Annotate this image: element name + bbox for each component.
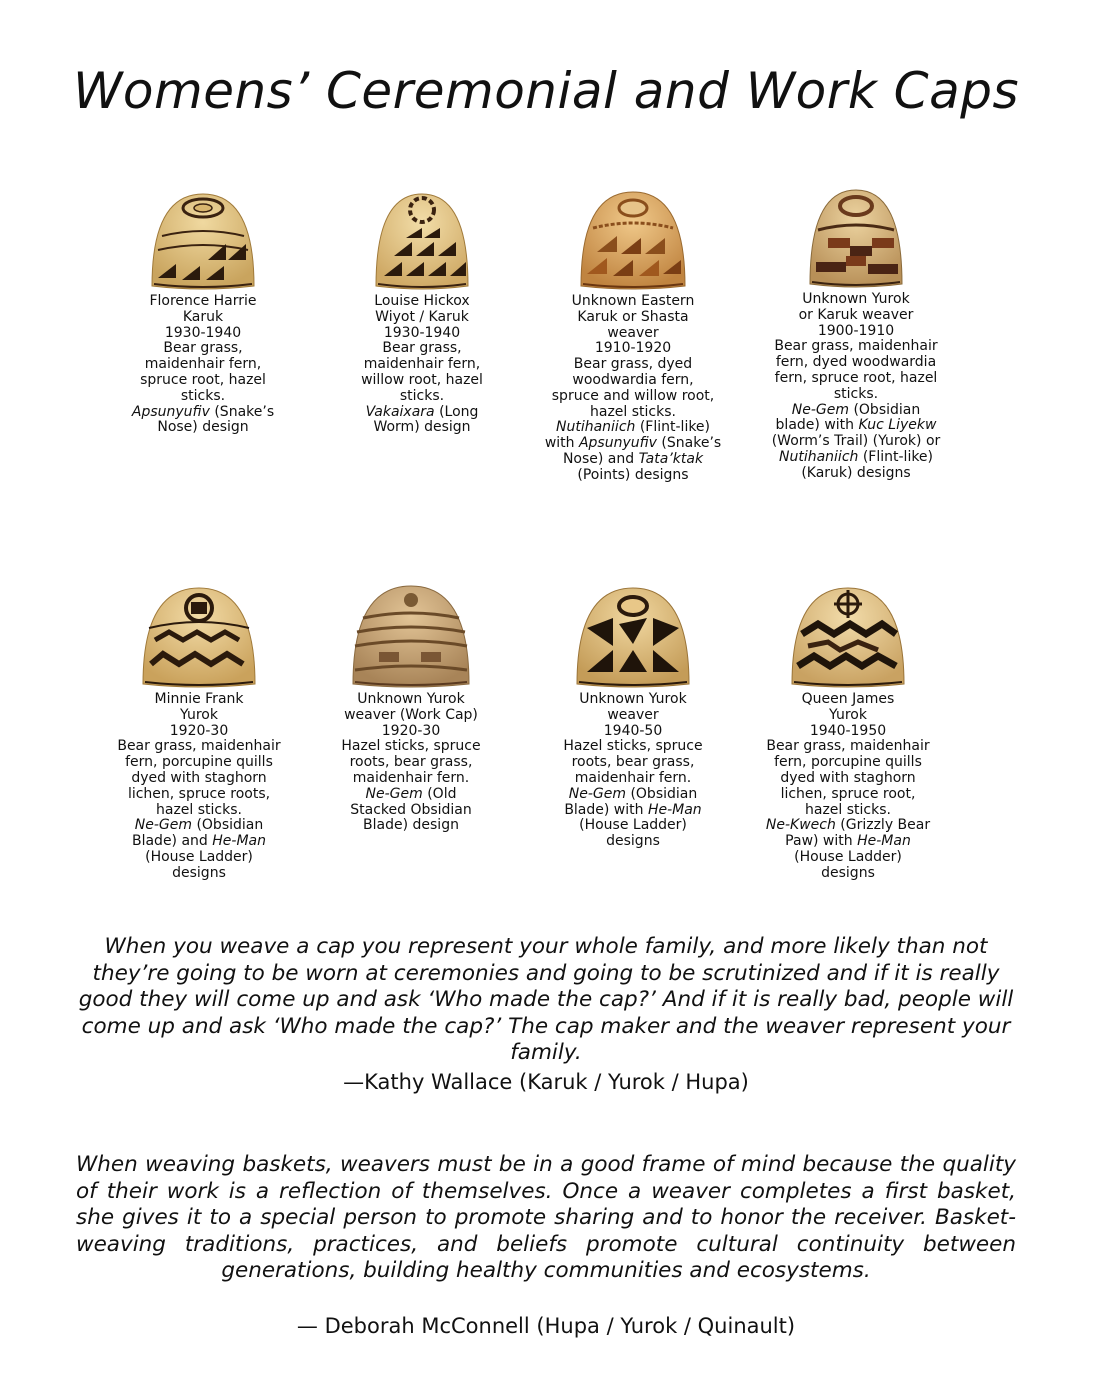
caption-line: dyed with staghorn <box>131 769 267 786</box>
page-title: Womens’ Ceremonial and Work Caps <box>72 62 1020 120</box>
caption-line: Blade) with He-Man <box>564 801 702 818</box>
caption-line: Unknown Yurok <box>802 291 910 307</box>
caption-line: Bear grass, maidenhair <box>774 338 938 355</box>
quote-deborah-mcconnell: When weaving baskets, weavers must be in a good frame of mind because the quality of their work is a reflection of themselves. Once a weaver completes a first basket, she gives it to a special person to promote sharing and to honor the receiver. Basket-weaving traditions, practices, and beliefs promote cultural continuity between generations, building healthy communities and ecosystems. <box>76 1152 1016 1283</box>
caption-line: fern, porcupine quills <box>125 754 273 771</box>
caption-line: roots, bear grass, <box>571 754 695 771</box>
caption-line: Unknown Eastern <box>571 293 695 309</box>
basket-cap-image <box>139 584 259 690</box>
cap-caption <box>753 692 943 882</box>
caption-line: spruce and willow root, <box>551 387 715 404</box>
caption-line: hazel sticks. <box>156 801 242 818</box>
caption-line: Louise Hickox <box>374 293 470 309</box>
caption-line: Unknown Yurok <box>357 691 465 707</box>
caption-line: Karuk <box>182 308 224 325</box>
caption-line: designs <box>606 833 660 850</box>
cap-item-4 <box>761 186 951 482</box>
caption-line: Unknown Yurok <box>579 691 687 707</box>
caption-line: (Worm’s Trail) (Yurok) or <box>771 433 941 450</box>
caption-line: weaver <box>607 706 659 723</box>
caption-line: Paw) with He-Man <box>785 833 911 850</box>
caption-line: hazel sticks. <box>805 801 891 818</box>
caption-line: Nose) and Tata’ktak <box>562 450 704 467</box>
caption-line: Hazel sticks, spruce <box>563 738 703 755</box>
caption-line: 1940-50 <box>603 722 663 739</box>
cap-item-5 <box>104 584 294 882</box>
caption-line: 1920-30 <box>169 722 229 739</box>
basket-cap-image <box>788 584 908 690</box>
caption-line: (Karuk) designs <box>801 464 911 481</box>
quote-kathy-wallace: When you weave a cap you represent your whole family, and more likely than not they’re going to be worn at ceremonies and going to be scrutinized and if it is really good they will come up and ask ‘Who made the cap?’ And if it is really bad, people will come up and ask ‘Who made the cap?’ The cap maker and the weaver represent your family. <box>78 934 1014 1065</box>
caption-line: Yurok <box>180 706 218 723</box>
cap-item-8 <box>753 584 943 882</box>
caption-line: Queen James <box>801 691 895 707</box>
caption-line: Bear grass, <box>382 340 462 357</box>
caption-line: 1930-1940 <box>383 324 461 341</box>
caption-line: Bear grass, maidenhair <box>766 738 930 755</box>
caption-line: Ne-Gem (Obsidian <box>134 817 264 834</box>
cap-item-3 <box>538 188 728 484</box>
basket-cap-image <box>573 584 693 690</box>
caption-line: Ne-Gem (Old <box>365 785 457 802</box>
caption-line: maidenhair fern. <box>574 769 692 786</box>
caption-line: 1910-1920 <box>594 340 672 357</box>
caption-line: Karuk or Shasta <box>577 308 689 325</box>
caption-line: Minnie Frank <box>154 691 244 707</box>
cap-caption <box>327 294 517 436</box>
caption-line: roots, bear grass, <box>349 754 473 771</box>
caption-line: fern, porcupine quills <box>774 754 922 771</box>
cap-caption <box>538 692 728 850</box>
caption-line: Nutihaniich (Flint-like) <box>778 448 934 465</box>
caption-line: Yurok <box>829 706 867 723</box>
caption-line: Bear grass, maidenhair <box>117 738 281 755</box>
caption-line: 1930-1940 <box>164 324 242 341</box>
caption-line: sticks. <box>833 385 879 402</box>
caption-line: maidenhair fern, <box>144 356 262 373</box>
caption-line: with Apsunyufiv (Snake’s <box>544 435 722 452</box>
caption-line: 1920-30 <box>381 722 441 739</box>
caption-line: weaver (Work Cap) <box>344 706 478 723</box>
caption-line: sticks. <box>399 387 445 404</box>
caption-line: sticks. <box>180 387 226 404</box>
caption-line: Bear grass, dyed <box>573 356 693 373</box>
caption-line: (Points) designs <box>577 466 689 483</box>
basket-cap-image <box>349 582 473 690</box>
caption-line: or Karuk weaver <box>798 306 914 323</box>
caption-line: woodwardia fern, <box>572 371 694 388</box>
caption-line: hazel sticks. <box>590 403 676 420</box>
caption-line: Blade) design <box>363 817 459 834</box>
caption-line: fern, dyed woodwardia <box>775 354 937 371</box>
cap-item-1 <box>108 188 298 436</box>
caption-line: Apsunyufiv (Snake’s <box>131 403 275 420</box>
caption-line: Blade) and He-Man <box>131 833 266 850</box>
caption-line: Ne-Gem (Obsidian <box>568 785 698 802</box>
basket-cap-image <box>148 188 258 292</box>
basket-cap-image <box>806 186 906 290</box>
caption-line: Stacked Obsidian <box>350 801 472 818</box>
caption-line: willow root, hazel <box>361 371 483 388</box>
caption-line: Nose) design <box>157 419 249 436</box>
cap-item-7 <box>538 584 728 850</box>
quote-attribution: — Deborah McConnell (Hupa / Yurok / Quinault) <box>296 1314 796 1338</box>
caption-line: Nutihaniich (Flint-like) <box>555 419 711 436</box>
caption-line: spruce root, hazel <box>140 371 266 388</box>
caption-line: Florence Harrie <box>149 293 257 309</box>
caption-line: Vakaixara (Long <box>365 403 479 420</box>
caption-line: Wiyot / Karuk <box>375 308 469 325</box>
cap-caption <box>538 294 728 484</box>
caption-line: maidenhair fern. <box>352 769 470 786</box>
caption-line: Bear grass, <box>163 340 243 357</box>
caption-line: lichen, spruce roots, <box>127 785 271 802</box>
caption-line: Hazel sticks, spruce <box>341 738 481 755</box>
caption-line: 1900-1910 <box>817 322 895 339</box>
cap-item-6 <box>316 582 506 834</box>
cap-caption <box>104 692 294 882</box>
cap-caption <box>761 292 951 482</box>
basket-cap-image <box>577 188 689 292</box>
caption-line: Ne-Gem (Obsidian <box>791 401 921 418</box>
caption-line: weaver <box>607 324 659 341</box>
quote-attribution: —Kathy Wallace (Karuk / Yurok / Hupa) <box>343 1070 749 1094</box>
basket-cap-image <box>372 188 472 292</box>
caption-line: designs <box>172 864 226 881</box>
caption-line: dyed with staghorn <box>780 769 916 786</box>
caption-line: Worm) design <box>373 419 471 436</box>
caption-line: Ne-Kwech (Grizzly Bear <box>765 817 931 834</box>
caption-line: (House Ladder) <box>145 848 253 865</box>
cap-caption <box>316 692 506 834</box>
caption-line: (House Ladder) <box>579 817 687 834</box>
caption-line: blade) with Kuc Liyekw <box>775 417 937 434</box>
caption-line: 1940-1950 <box>809 722 887 739</box>
cap-caption <box>108 294 298 436</box>
caption-line: maidenhair fern, <box>363 356 481 373</box>
caption-line: designs <box>821 864 875 881</box>
caption-line: (House Ladder) <box>794 848 902 865</box>
caption-line: fern, spruce root, hazel <box>774 369 938 386</box>
caption-line: lichen, spruce root, <box>780 785 916 802</box>
cap-item-2 <box>327 188 517 436</box>
